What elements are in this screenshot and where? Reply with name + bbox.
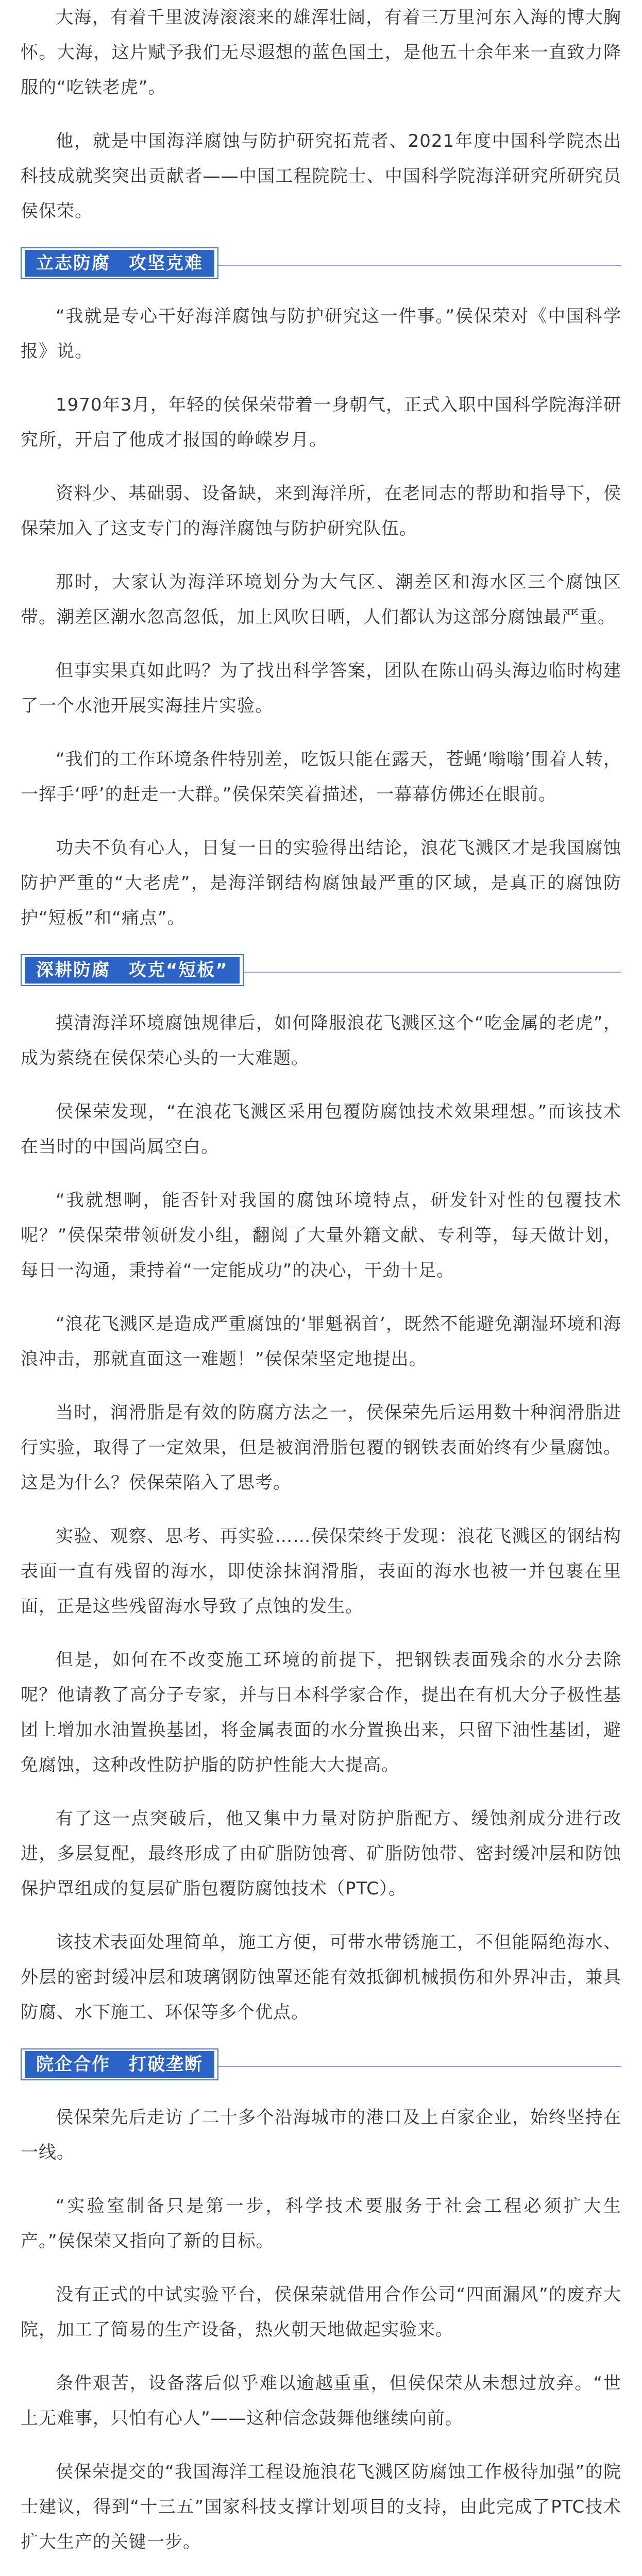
section3-paragraph: 条件艰苦，设备落后似乎难以逾越重重，但侯保荣从未想过放弃。“世上无难事，只怕有心人”——这种信念鼓舞他继续向前。 (21, 2373, 621, 2429)
section2-paragraph: 实验、观察、思考、再实验……侯保荣终于发现：浪花飞溅区的钢结构表面一直有残留的海水，即使涂抹润滑脂，表面的海水也被一并包裹在里面，正是这些残留海水导致了点蚀的发生。 (21, 1526, 621, 1617)
section3-paragraph: 侯保荣提交的“我国海洋工程设施浪花飞溅区防腐蚀工作极待加强”的院士建议，得到“十三五”国家科技支撑计划项目的支持，由此完成了PTC技术扩大生产的关键一步。 (21, 2462, 621, 2552)
section1-paragraph: 功夫不负有心人，日复一日的实验得出结论，浪花飞溅区才是我国腐蚀防护严重的“大老虎”，是海洋钢结构腐蚀最严重的区域，是真正的腐蚀防护“短板”和“痛点”。 (21, 838, 621, 928)
section2-paragraph: 但是，如何在不改变施工环境的前提下，把钢铁表面残余的水分去除呢？他请教了高分子专家，并与日本科学家合作，提出在有机大分子极性基团上增加水油置换基团，将金属表面的水分置换出来，只留下油性基团，避免腐蚀，这种改性防护脂的防护性能大大提高。 (21, 1650, 621, 1775)
section-heading-1 (21, 247, 621, 283)
section1-paragraph: “我们的工作环境条件特别差，吃饭只能在露天，苍蝇‘嗡嗡’围着人转，一挥手‘呼’的赶走一大群。”侯保荣笑着描述，一幕幕仿佛还在眼前。 (21, 749, 621, 805)
section2-paragraph: 当时，润滑脂是有效的防腐方法之一，侯保荣先后运用数十种润滑脂进行实验，取得了一定效果，但是被润滑脂包覆的钢铁表面始终有少量腐蚀。这是为什么？侯保荣陷入了思考。 (21, 1402, 621, 1493)
section1-paragraph: 那时，大家认为海洋环境划分为大气区、潮差区和海水区三个腐蚀区带。潮差区潮水忽高忽低，加上风吹日晒，人们都认为这部分腐蚀最严重。 (21, 572, 621, 628)
section-heading-2 (21, 954, 621, 990)
section1-paragraph: 但事实果真如此吗？为了找出科学答案，团队在陈山码头海边临时构建了一个水池开展实海挂片实验。 (21, 660, 621, 716)
section2-paragraph: “我就想啊，能否针对我国的腐蚀环境特点，研发针对性的包覆技术呢？”侯保荣带领研发小组，翻阅了大量外籍文献、专利等，每天做计划，每日一沟通，秉持着“一定能成功”的决心，干劲十足。 (21, 1190, 621, 1281)
section3-paragraph: “实验室制备只是第一步，科学技术要服务于社会工程必须扩大生产。”侯保荣又指向了新的目标。 (21, 2196, 621, 2251)
section2-paragraph: 该技术表面处理简单，施工方便，可带水带锈施工，不但能隔绝海水、外层的密封缓冲层和玻璃钢防蚀罩还能有效抵御机械损伤和外界冲击，兼具防腐、水下施工、环保等多个优点。 (21, 1932, 621, 2023)
section-heading-3 (21, 2048, 621, 2084)
intro-paragraph: 他，就是中国海洋腐蚀与防护研究拓荒者、2021年度中国科学院杰出科技成就奖突出贡献者——中国工程院院士、中国科学院海洋研究所研究员侯保荣。 (21, 131, 621, 222)
section1-paragraph: “我就是专心干好海洋腐蚀与防护研究这一件事。”侯保荣对《中国科学报》说。 (21, 306, 621, 362)
section2-paragraph: 有了这一点突破后，他又集中力量对防护脂配方、缓蚀剂成分进行改进，多层复配，最终形成了由矿脂防蚀膏、矿脂防蚀带、密封缓冲层和防蚀保护罩组成的复层矿脂包覆防腐蚀技术（PTC）。 (21, 1808, 621, 1899)
section-heading-label: 深耕防腐 攻克“短板” (25, 957, 240, 984)
section-heading-box (21, 247, 218, 279)
section1-paragraph: 1970年3月，年轻的侯保荣带着一身朝气，正式入职中国科学院海洋研究所，开启了他成才报国的峥嵘岁月。 (21, 395, 621, 450)
section-heading-box (21, 2048, 218, 2080)
section2-paragraph: 侯保荣发现，“在浪花飞溅区采用包覆防腐蚀技术效果理想。”而该技术在当时的中国尚属空白。 (21, 1101, 621, 1157)
section1-paragraph: 资料少、基础弱、设备缺，来到海洋所，在老同志的帮助和指导下，侯保荣加入了这支专门的海洋腐蚀与防护研究队伍。 (21, 483, 621, 539)
section3-paragraph: 没有正式的中试实验平台，侯保荣就借用合作公司“四面漏风”的废弃大院，加工了简易的生产设备，热火朝天地做起实验来。 (21, 2284, 621, 2340)
section3-paragraph: 侯保荣先后走访了二十多个沿海城市的港口及上百家企业，始终坚持在一线。 (21, 2107, 621, 2163)
section2-paragraph: 摸清海洋环境腐蚀规律后，如何降服浪花飞溅区这个“吃金属的老虎”，成为萦绕在侯保荣心头的一大难题。 (21, 1013, 621, 1069)
section-heading-label: 立志防腐 攻坚克难 (25, 250, 214, 277)
section-heading-label: 院企合作 打破垄断 (25, 2051, 214, 2078)
intro-paragraph: 大海，有着千里波涛滚滚来的雄浑壮阔，有着三万里河东入海的博大胸怀。大海，这片赋予我们无尽遐想的蓝色国土，是他五十余年来一直致力降服的“吃铁老虎”。 (21, 7, 621, 98)
section2-paragraph: “浪花飞溅区是造成严重腐蚀的‘罪魁祸首’，既然不能避免潮湿环境和海浪冲击，那就直面这一难题！”侯保荣坚定地提出。 (21, 1314, 621, 1369)
section-heading-box (21, 954, 244, 986)
